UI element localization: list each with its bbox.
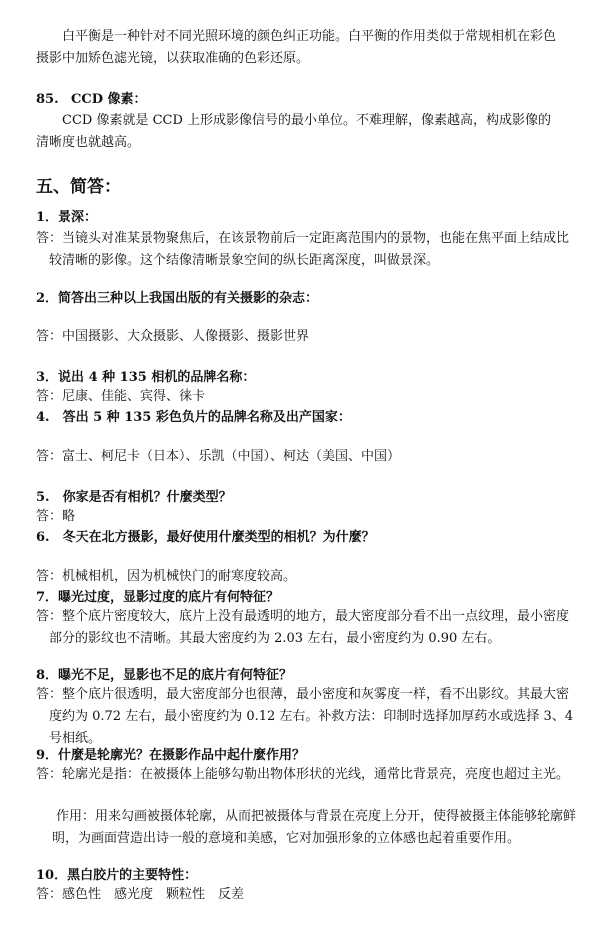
answer-4: 答：富士、柯尼卡（日本）、乐凯（中国）、柯达（美国、中国） bbox=[36, 449, 401, 464]
answer-7: 答：整个底片密度较大，底片上没有最透明的地方，最大密度部分看不出一点纹理，最小密度部分的影纹也不清晰。其最大密度约为 2.03 左右，最小密度约为 0.90 左右。 bbox=[36, 609, 570, 646]
answer-8: 答：整个底片很透明，最大密度部分也很薄，最小密度和灰雾度一样，看不出影纹。其最大密度约为 0.72 左右，最小密度约为 0.12 左右。补救方法：印制时选择加厚药水或选择 3、4 号相纸。 bbox=[36, 687, 574, 746]
question-8: 8．曝光不足，显影也不足的底片有何特征？ bbox=[36, 668, 293, 683]
question-6: 6. 冬天在北方摄影，最好使用什麼类型的相机？为什麼？ bbox=[36, 530, 375, 545]
answer-9: 答：轮廓光是指：在被摄体上能够勾勒出物体形状的光线，通常比背景亮，亮度也超过主光。 bbox=[36, 767, 570, 782]
answer-9-function: 作用：用来勾画被摄体轮廓，从而把被摄体与背景在亮度上分开，使得被摄主体能够轮廓鲜明，为画面营造出诗一般的意境和美感，它对加强形象的立体感也起着重要作用。 bbox=[52, 809, 577, 846]
answer-5: 答：略 bbox=[36, 509, 76, 524]
white-balance-paragraph: 白平衡是一种针对不同光照环境的颜色纠正功能。白平衡的作用类似于常规相机在彩色摄影中加矫色滤光镜，以获取准确的色彩还原。 bbox=[36, 29, 557, 66]
question-4: 4. 答出 5 种 135 彩色负片的品牌名称及出产国家： bbox=[36, 410, 351, 425]
answer-3: 答：尼康、佳能、宾得、徕卡 bbox=[36, 389, 206, 404]
ccd-pixel-paragraph: CCD 像素就是 CCD 上形成影像信号的最小单位。不难理解，像素越高，构成影像的清晰度也就越高。 bbox=[36, 113, 552, 150]
answer-2: 答：中国摄影、大众摄影、人像摄影、摄影世界 bbox=[36, 329, 310, 344]
answer-6: 答：机械相机，因为机械快门的耐寒度较高。 bbox=[36, 569, 297, 584]
question-2: 2．简答出三种以上我国出版的有关摄影的杂志： bbox=[36, 291, 319, 306]
answer-1: 答：当镜头对准某景物聚焦后，在该景物前后一定距离范围内的景物，也能在焦平面上结成比较清晰的影像。这个结像清晰景象空间的纵长距离深度，叫做景深。 bbox=[36, 231, 570, 268]
question-1: 1．景深： bbox=[36, 210, 98, 225]
item-85-heading bbox=[36, 90, 564, 110]
question-10: 10．黑白胶片的主要特性： bbox=[36, 868, 198, 883]
question-9: 9．什麼是轮廓光？在摄影作品中起什麼作用？ bbox=[36, 748, 306, 763]
item-85-title: CCD 像素： bbox=[71, 92, 147, 107]
question-3: 3．说出 4 种 135 相机的品牌名称： bbox=[36, 370, 256, 385]
question-5: 5. 你家是否有相机？什麼类型？ bbox=[36, 490, 232, 505]
question-7: 7．曝光过度，显影过度的底片有何特征？ bbox=[36, 590, 280, 605]
section-title: 五、简答： bbox=[36, 177, 121, 197]
item-85-number: 85. bbox=[36, 92, 59, 107]
answer-10: 答：感色性 感光度 颗粒性 反差 bbox=[36, 887, 245, 902]
